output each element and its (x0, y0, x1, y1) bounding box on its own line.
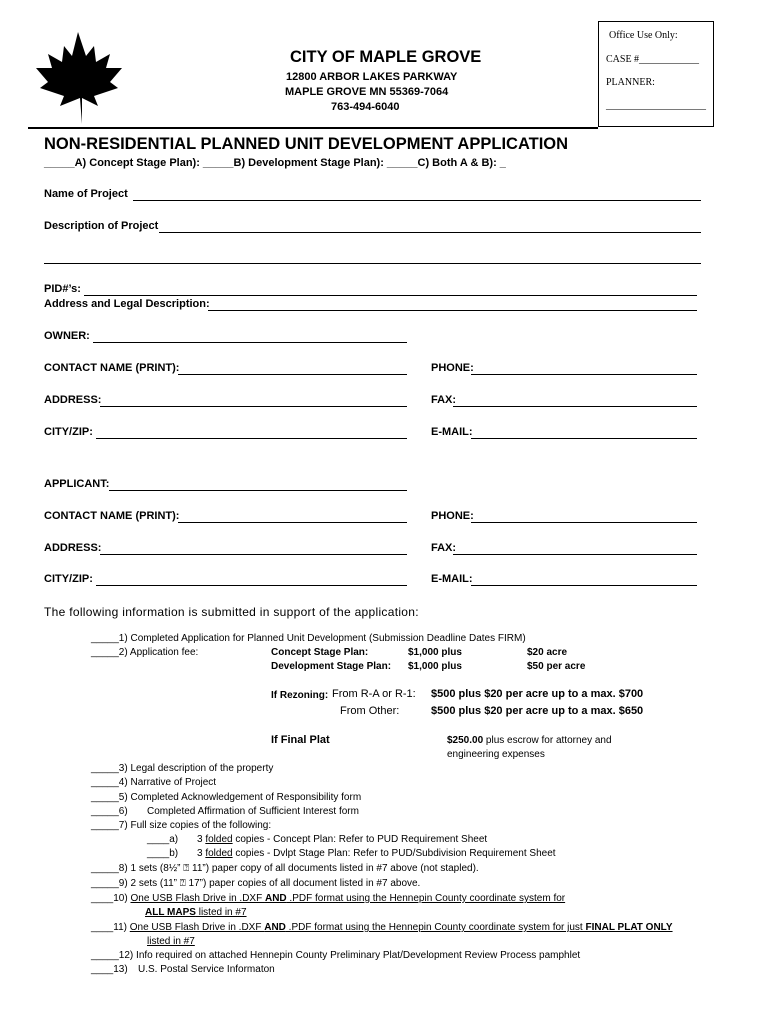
item-7b-count: 3 (197, 848, 203, 859)
applicant-contact-label: CONTACT NAME (PRINT): (44, 510, 180, 522)
checklist-item-1[interactable]: _____1) Completed Application for Planned Unit Development (Submission Deadline Dates FIRM) (91, 633, 526, 644)
checklist-item-10-line2 (145, 907, 247, 918)
item-11-text (130, 922, 673, 933)
checklist-item-8[interactable]: _____8) 1 sets (8½” ⍰ 11”) paper copy of all documents listed in #7 above (not stapled). (91, 863, 479, 874)
name-of-project-field[interactable] (133, 200, 701, 201)
checklist-item-10[interactable] (91, 893, 565, 904)
checklist-item-11-line2: listed in #7 (147, 936, 195, 947)
checklist-item-7a (197, 834, 487, 845)
checklist-item-9[interactable]: _____9) 2 sets (11” ⍰ 17”) paper copies of all document listed in #7 above. (91, 878, 421, 889)
description-field[interactable] (159, 232, 701, 233)
item-10-text-a: One USB Flash Drive in .DXF (130, 893, 265, 904)
item-11-final-plat: FINAL PLAT ONLY (585, 922, 673, 933)
owner-email-field[interactable] (471, 438, 697, 439)
checklist-item-4[interactable]: _____4) Narrative of Project (91, 777, 217, 788)
checklist-item-12[interactable]: _____12) Info required on attached Hennepin County Preliminary Plat/Development Review Process pamphlet (91, 950, 581, 961)
fee-dev-acre: $50 per acre (527, 661, 586, 672)
applicant-field[interactable] (109, 490, 407, 491)
city-address-line1: 12800 ARBOR LAKES PARKWAY (286, 71, 458, 83)
applicant-phone-field[interactable] (471, 522, 697, 523)
applicant-address-label: ADDRESS: (44, 542, 102, 554)
item-10-text-b: .PDF format using the Hennepin County coordinate system for (286, 893, 566, 904)
fee-concept-label: Concept Stage Plan: (271, 647, 369, 658)
header-rule (28, 127, 598, 129)
final-plat-fee-line2: engineering expenses (447, 749, 545, 760)
applicant-address-field[interactable] (100, 554, 407, 555)
final-plat-fee-amount: $250.00 (447, 735, 484, 746)
pids-label: PID#’s: (44, 283, 81, 295)
rezoning-from-r-fee: $500 plus $20 per acre up to a max. $700 (431, 688, 644, 700)
plan-type-choice[interactable]: _____A) Concept Stage Plan): _____B) Development Stage Plan): _____C) Both A & B): _ (44, 157, 506, 169)
city-phone: 763-494-6040 (331, 101, 400, 113)
rezoning-label: If Rezoning: (271, 690, 329, 701)
item-11-and: AND (264, 922, 286, 933)
applicant-email-field[interactable] (471, 585, 697, 586)
rezoning-from-other-label: From Other: (340, 705, 400, 717)
checklist-item-13: U.S. Postal Service Informaton (138, 964, 275, 975)
owner-contact-field[interactable] (178, 374, 407, 375)
owner-fax-field[interactable] (453, 406, 697, 407)
item-7a-count: 3 (197, 834, 203, 845)
item-7b-rest: copies - Dvlpt Stage Plan: Refer to PUD/Subdivision Requirement Sheet (232, 848, 556, 859)
final-plat-label: If Final Plat (271, 734, 330, 746)
fee-dev-label: Development Stage Plan: (271, 661, 392, 672)
checklist-item-5[interactable]: _____5) Completed Acknowledgement of Responsibility form (91, 792, 362, 803)
owner-address-field[interactable] (100, 406, 407, 407)
checklist-item-2[interactable]: _____2) Application fee: (91, 647, 199, 658)
checklist-item-7[interactable]: _____7) Full size copies of the following: (91, 820, 272, 831)
applicant-contact-field[interactable] (178, 522, 407, 523)
rezoning-from-r-label: From R-A or R-1: (332, 688, 416, 700)
fee-concept-acre: $20 acre (527, 647, 568, 658)
checklist-item-11[interactable] (91, 922, 673, 933)
checklist-item-6: Completed Affirmation of Sufficient Interest form (147, 806, 359, 817)
item-11-blank: ____11) (91, 922, 130, 933)
owner-address-label: ADDRESS: (44, 394, 102, 406)
item-10-listed: listed in #7 (195, 907, 247, 918)
item-11-text-a: One USB Flash Drive in .DXF (129, 922, 265, 933)
case-number-field[interactable]: CASE #____________ (606, 54, 700, 65)
owner-label: OWNER: (44, 330, 90, 342)
item-10-and: AND (264, 893, 287, 904)
applicant-fax-label: FAX: (431, 542, 457, 554)
owner-cityzip-label: CITY/ZIP: (44, 426, 93, 438)
address-legal-field[interactable] (208, 310, 697, 311)
applicant-phone-label: PHONE: (431, 510, 474, 522)
checklist-item-3[interactable]: _____3) Legal description of the property (91, 763, 274, 774)
final-plat-fee-rest: plus escrow for attorney and (483, 735, 612, 746)
item-7a-rest: copies - Concept Plan: Refer to PUD Requirement Sheet (232, 834, 488, 845)
checklist-item-7a-blank[interactable]: ____a) (147, 834, 179, 845)
checklist-item-13-blank[interactable]: ____13) (91, 964, 128, 975)
fee-concept-amount: $1,000 plus (408, 647, 462, 658)
applicant-cityzip-label: CITY/ZIP: (44, 573, 93, 585)
item-7b-folded: folded (205, 848, 233, 859)
fee-dev-amount: $1,000 plus (408, 661, 462, 672)
item-7a-folded: folded (205, 834, 233, 845)
city-address-line2: MAPLE GROVE MN 55369-7064 (285, 86, 449, 98)
checklist-item-7b-blank[interactable]: ____b) (147, 848, 179, 859)
owner-field[interactable] (93, 342, 407, 343)
owner-contact-label: CONTACT NAME (PRINT): (44, 362, 180, 374)
owner-phone-field[interactable] (471, 374, 697, 375)
name-of-project-label: Name of Project (44, 188, 128, 200)
address-legal-label: Address and Legal Description: (44, 298, 210, 310)
owner-cityzip-field[interactable] (96, 438, 407, 439)
office-use-title: Office Use Only: (609, 30, 678, 41)
owner-fax-label: FAX: (431, 394, 457, 406)
item-11-text-b: .PDF format using the Hennepin County coordinate system for just (285, 922, 586, 933)
description-label: Description of Project (44, 220, 159, 232)
city-name: CITY OF MAPLE GROVE (290, 48, 482, 66)
applicant-label: APPLICANT: (44, 478, 110, 490)
applicant-cityzip-field[interactable] (96, 585, 407, 586)
owner-phone-label: PHONE: (431, 362, 474, 374)
pids-field[interactable] (84, 295, 697, 296)
checklist-item-6-blank[interactable]: _____6) (91, 806, 128, 817)
applicant-email-label: E-MAIL: (431, 573, 473, 585)
item-10-blank: ____10) (91, 893, 131, 904)
item-10-all-maps: ALL MAPS (145, 907, 196, 918)
planner-label: PLANNER: (606, 77, 655, 88)
item-10-text (130, 893, 565, 904)
checklist-item-7b (197, 848, 556, 859)
rezoning-from-other-fee: $500 plus $20 per acre up to a max. $650 (431, 705, 644, 717)
description-field-line2[interactable] (44, 263, 701, 264)
maple-leaf-logo (30, 28, 130, 128)
final-plat-fee (447, 735, 612, 746)
submission-intro: The following information is submitted in support of the application: (44, 605, 419, 619)
form-title: NON-RESIDENTIAL PLANNED UNIT DEVELOPMENT APPLICATION (44, 135, 569, 153)
planner-field[interactable]: ____________________ (606, 100, 706, 111)
applicant-fax-field[interactable] (453, 554, 697, 555)
owner-email-label: E-MAIL: (431, 426, 473, 438)
